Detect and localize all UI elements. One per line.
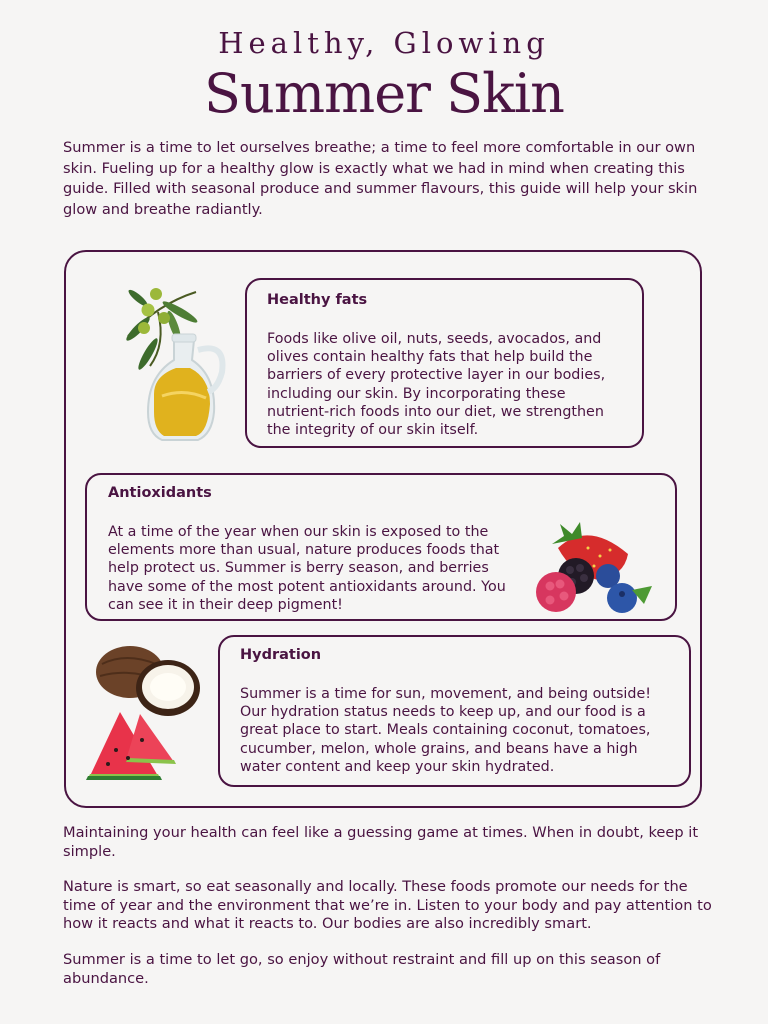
mixed-berries-illustration [528, 514, 658, 618]
oil-jug-icon [148, 334, 223, 440]
page-title: Summer Skin [204, 62, 564, 125]
intro-paragraph: Summer is a time to let ourselves breathe; a time to feel more comfortable in our own skin. Fueling up for a healthy glow is exactly what we had in mind when creating this guide. Filled with seasonal produce and summer flavours, this guide will help your skin glow and breathe radiantly. [63, 139, 698, 218]
watermelon-icon [86, 712, 176, 780]
blueberry-icon [596, 564, 652, 613]
olive-oil-jug-illustration [118, 284, 236, 448]
section-body: Summer is a time for sun, movement, and being outside! Our hydration status needs to keep up, and our food is a great place to start. Meals containing coconut, tomatoes, cucumber, melon, whole grains, and beans have a high water content and keep your skin hydrated. [240, 686, 652, 775]
raspberry-icon [536, 572, 576, 612]
section-body: Foods like olive oil, nuts, seeds, avocados, and olives contain healthy fats that help build the barriers of every protective layer in our bodies, including our skin. By incorporating these nutrient-rich foods into our diet, we strengthen the integrity of our skin itself. [267, 331, 606, 439]
closing-paragraph: Nature is smart, so eat seasonally and locally. These foods promote our needs for the time of year and the environment that we’re in. Listen to your body and pay attention to how it reacts and what it reacts to. Our bodies are also incredibly smart. [63, 878, 712, 932]
page-subtitle: Healthy, Glowing [218, 26, 550, 60]
coconut-and-watermelon-illustration [86, 640, 208, 784]
closing-paragraph: Maintaining your health can feel like a guessing game at times. When in doubt, keep it simple. [63, 824, 699, 860]
section-heading: Healthy fats [267, 292, 368, 308]
section-body: At a time of the year when our skin is exposed to the elements more than usual, nature produces foods that help protect us. Summer is berry season, and berries have some of the most potent antioxidants around. You can see it in their deep pigment! [108, 524, 506, 613]
coconut-icon [96, 646, 200, 716]
section-heading: Hydration [240, 647, 322, 663]
section-card-healthy-fats [245, 278, 644, 448]
section-heading: Antioxidants [108, 485, 212, 501]
section-card-hydration [218, 635, 691, 787]
closing-paragraph: Summer is a time to let go, so enjoy without restraint and fill up on this season of abundance. [63, 951, 661, 987]
